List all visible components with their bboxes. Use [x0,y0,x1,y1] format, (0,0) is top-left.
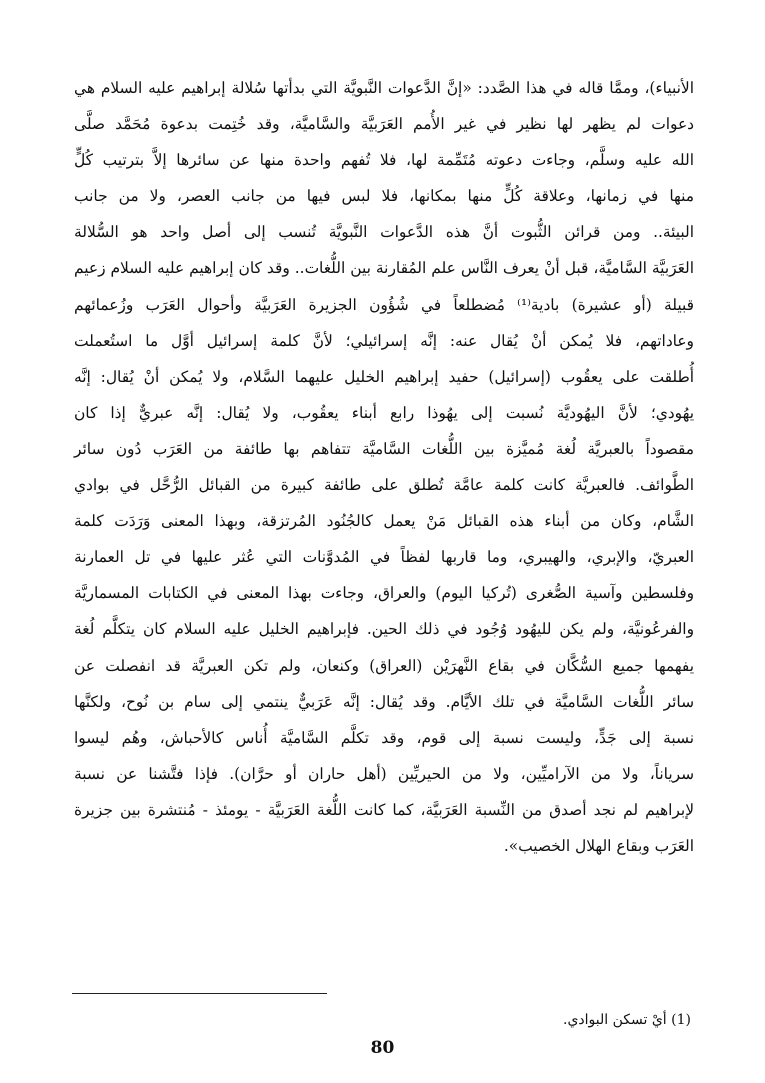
text-line: نسبة إلى جَدٍّ، وليست نسبة إلى قوم، وقد تكلَّم السَّاميَّة أُناس كالأحباش، وهُم ليسوا [74,728,694,747]
text-line: سائر اللُّغات السَّاميَّة في تلك الأيَّام. وقد يُقال: إنَّه عَرَبيٌّ ينتمي إلى سام بن نُوح، ولكنَّها [74,692,694,711]
text-line: أُطلقت على يعقُوب (إسرائيل) حفيد إبراهيم الخليل عليهما السَّلام، ولا يُمكن أنْ يُقال: إنَّه [74,367,694,386]
text-line-last: العَرَب وبقاع الهلال الخصيب». [503,836,694,855]
footnote-divider [72,993,327,994]
text-line: الأنبياء)، وممَّا قاله في هذا الصَّدد: «إنَّ الدَّعوات النَّبويَّة التي بدأتها سُلالة إبراهيم عليه السلام هي [74,79,694,97]
text-line: لإبراهيم لم نجد أصدق من النِّسبة العَرَبيَّة، كما كانت اللُّغة العَرَبيَّة - يومئذ - مُنتشرة بين جزيرة [74,800,694,819]
text-line: الله عليه وسلَّم، وجاءت دعوته مُتَمِّمة لها، فلا تُفهم واحدة منها عن سائرها إلاَّ بترتيب كُلٍّ [74,151,694,170]
paragraph [74,70,694,864]
text-line: وعاداتهم، فلا يُمكن أنْ يُقال عنه: إنَّه إسرائيلي؛ لأنَّ كلمة إسرائيل أوَّل ما استُعملت [74,331,694,350]
text-line: يهُودي؛ لأنَّ اليهُوديَّة نُسبت إلى يهُوذا رابع أبناء يعقُوب، ولا يُقال: إنَّه عبريٌّ إذا كان [74,403,694,422]
text-line: مقصوداً بالعبريَّة لُغة مُميَّزة بين اللُّغات السَّاميَّة تتفاهم بها طائفة من العَرَب دُون سائر [74,439,694,458]
text-line: سرياناً، ولا من الآراميِّين، ولا من الحيريِّين (أهل حاران أو حرَّان). فإذا فتَّشنا عن نسبة [74,764,694,783]
text-line: دعوات لم يظهر لها نظير في غير الأُمم العَرَبيَّة والسَّاميَّة، وقد خُتِمت بدعوة مُحَمَّد صلَّى [74,115,694,134]
page-number: 80 [370,1038,395,1058]
text-line: وفلسطين وآسية الصُّغرى (تُركيا اليوم) والعراق، وجاءت بهذا المعنى في الكتابات المسماريَّة [74,584,694,603]
text-line: منها في زمانها، وعلاقة كُلٍّ منها بمكانها، فلا لبس فيها من جانب العصر، ولا من جانب [74,187,694,206]
text-line: البيئة.. ومن قرائن الثُّبوت أنَّ هذه الدَّعوات النَّبويَّة تُنسب إلى أصل واحد هو السُّلالة [74,223,694,242]
footnote: (1) أيْ تسكن البوادي. [563,1012,691,1028]
text-line: العَرَبيَّة السَّاميَّة، قبل أنْ يعرف النَّاس علم المُقارنة بين اللُّغات.. وقد كان إبراهيم عليه السلام زعيم [74,259,694,278]
text-line: والفرعُونيَّة، ولم يكن لليهُود وُجُود في ذلك الحين. فإبراهيم الخليل عليه السلام كان يتكلَّم لُغة [74,620,694,639]
text-line: الطَّوائف. فالعبريَّة كانت كلمة عامَّة تُطلق على طائفة كبيرة من القبائل الرُّحَّل في بوادي [74,476,694,495]
text-line: الشَّام، وكان من أبناء هذه القبائل مَنْ يعمل كالجُنُود المُرتزقة، وبهذا المعنى وَرَدَت كلمة [74,512,694,531]
text-line: العبريّ، والإبري، والهيبري، وما قاربها لفظاً في المُدوَّنات التي عُثر عليها في تل العمارنة [74,548,694,567]
text-line: قبيلة (أو عشيرة) بادية⁽¹⁾ مُضطلعاً في شُؤُون الجزيرة العَرَبيَّة وأحوال العَرَب وزُعمائهم [74,295,694,314]
page-body [74,70,694,864]
text-line: يفهمها جميع السُّكَّان في بقاع النَّهرَيْن (العراق) وكنعان، ولم تكن العبريَّة قد انفصلت عن [74,656,694,675]
main-text [74,70,694,864]
